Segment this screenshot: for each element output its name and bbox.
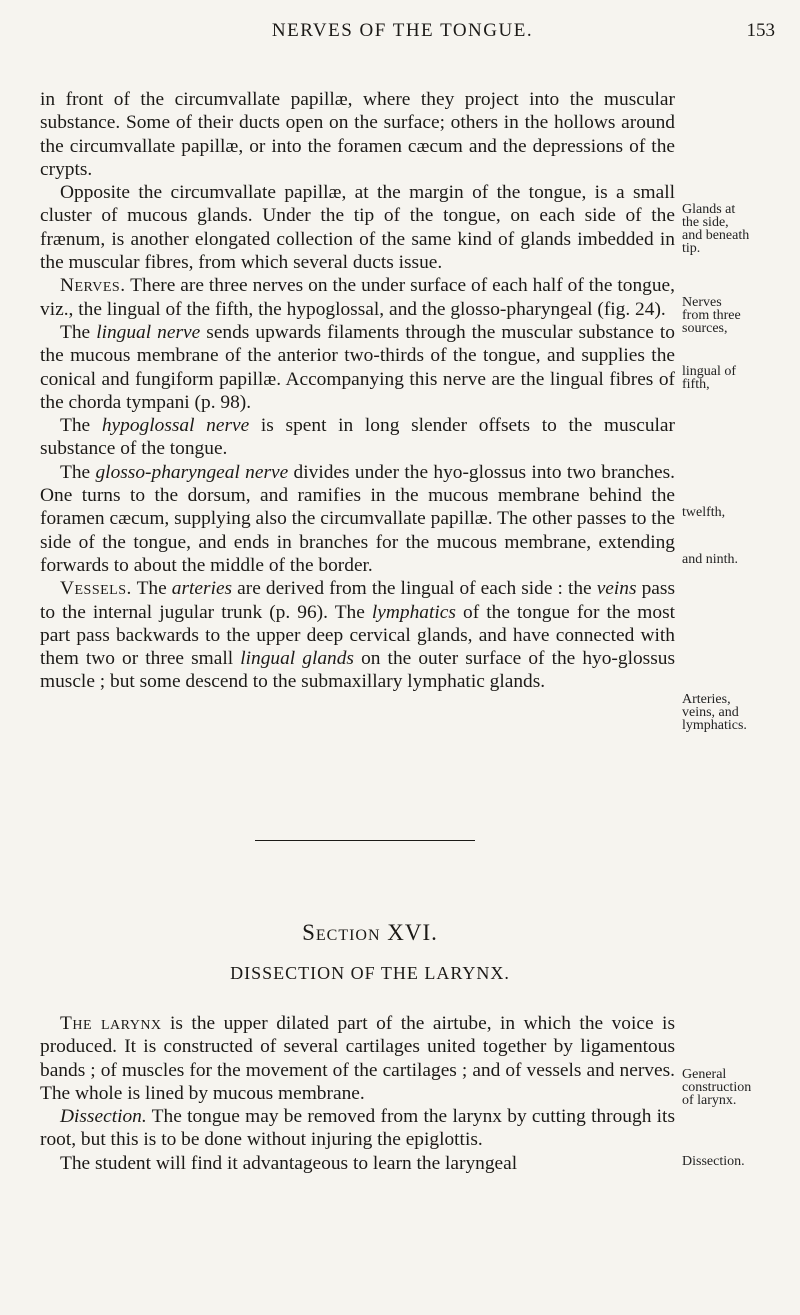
margin-line: Glands at <box>682 202 736 217</box>
term-veins: veins <box>596 578 637 600</box>
section-subtitle: DISSECTION OF THE LARYNX. <box>230 963 510 983</box>
margin-line: veins, and <box>682 705 739 720</box>
margin-note-ninth <box>682 553 792 566</box>
text-run: of the tongue for the most part pass backwards to the upper deep cervical glands, and have connected with them two or three small <box>40 601 675 670</box>
term-lymphatics: lymphatics <box>371 601 456 623</box>
text-run: pass to the internal jugular trunk (p. 96). The <box>40 578 675 623</box>
term-lingual-nerve: lingual nerve <box>96 321 201 343</box>
paragraph-larynx <box>40 1012 675 1105</box>
margin-line: and ninth. <box>682 552 738 567</box>
margin-line: of larynx. <box>682 1093 737 1108</box>
margin-note-nerves <box>682 296 792 335</box>
text-run: The <box>131 578 172 600</box>
margin-line: Arteries, <box>682 692 731 707</box>
section-title: Section XVI. <box>302 920 438 945</box>
margin-line: from three <box>682 308 741 323</box>
text-run: The tongue may be removed from the larynx by cutting through its root, but this is to be done without injuring the epiglottis. <box>40 1106 675 1151</box>
margin-note-glands <box>682 203 792 255</box>
paragraph-vessels <box>40 577 675 693</box>
margin-line: General <box>682 1067 727 1082</box>
paragraph-dissection <box>40 1105 675 1152</box>
margin-line: tip. <box>682 241 701 256</box>
text-run: on the outer surface of the hyo-glossus muscle ; but some descend to the submaxillary lymphatic glands. <box>40 648 676 693</box>
margin-note-larynx <box>682 1068 792 1107</box>
larynx-heading: The larynx <box>60 1013 162 1034</box>
paragraph-lingual-nerve <box>40 321 675 414</box>
page-header <box>30 18 775 48</box>
text-run: is the upper dilated part of the airtube, in which the voice is produced. It is constructed of several cartilages united together by ligamentous bands ; of muscles for the movement of the cartilages ; and of vessels and nerves. The whole is lined by mucous membrane. <box>40 1013 675 1104</box>
vessels-heading: Vessels. <box>60 578 132 600</box>
term-glosso-pharyngeal-nerve: glosso-pharyngeal nerve <box>95 461 289 483</box>
text-run: are derived from the lingual of each side : the <box>232 578 597 600</box>
text-run: is spent in long slender offsets to the muscular substance of the tongue. <box>40 415 675 460</box>
section-divider <box>255 840 475 841</box>
margin-line: lingual of <box>682 364 737 379</box>
main-text <box>40 88 675 694</box>
text-run: The <box>60 461 96 483</box>
text-run: The <box>60 415 102 437</box>
paragraph-nerves <box>40 274 675 321</box>
nerves-text: There are three nerves on the under surface of each half of the tongue, viz., the lingual of the fifth, the hypoglossal, and the glosso-pharyngeal (fig. 24). <box>40 275 675 320</box>
page-number: 153 <box>746 20 775 41</box>
margin-line: construction <box>682 1080 752 1095</box>
margin-line: Nerves <box>682 295 722 310</box>
term-hypoglossal-nerve: hypoglossal nerve <box>101 415 250 437</box>
section-text <box>40 1012 675 1175</box>
paragraph-student: The student will find it advantageous to learn the laryngeal <box>60 1152 518 1174</box>
margin-line: the side, <box>682 215 729 230</box>
term-arteries: arteries <box>171 578 233 600</box>
margin-note-dissection <box>682 1155 792 1168</box>
paragraph-glands-side: Opposite the circumvallate papillæ, at the margin of the tongue, is a small cluster of mucous glands. Under the tip of the tongue, on each side of the frænum, is another elongated collection of the same kind of glands imbedded in the muscular fibres, from which several ducts issue. <box>40 182 675 274</box>
text-run: The <box>60 321 97 343</box>
margin-line: Dissection. <box>682 1154 745 1169</box>
term-lingual-glands: lingual glands <box>240 648 354 670</box>
margin-note-lingual <box>682 365 792 391</box>
margin-line: sources, <box>682 321 728 336</box>
margin-line: fifth, <box>682 377 710 392</box>
paragraph-glands-continued: in front of the circumvallate papillæ, where they project into the muscular substance. Some of their ducts open on the surface; others in the hollows around the circumvallate papillæ, or into the foramen cæcum and the depressions of the crypts. <box>40 89 675 180</box>
text-run: sends upwards filaments through the muscular substance to the mucous membrane of the anterior two-thirds of the tongue, and supplies the conical and fungiform papillæ. Accompanying this nerve are the lingual fibres of the chorda tympani (p. 98). <box>40 321 676 413</box>
paragraph-hypoglossal-nerve <box>40 414 675 461</box>
running-head: NERVES OF THE TONGUE. <box>271 20 534 41</box>
margin-line: lymphatics. <box>682 718 747 733</box>
dissection-heading: Dissection. <box>60 1106 147 1128</box>
text-run: divides under the hyo-glossus into two branches. One turns to the dorsum, and ramifies in the mucous membrane behind the foramen cæcum, supplying also the circumvallate papillæ. The other passes to the side of the tongue, and ends in branches for the mucous membrane, extending forwards to about the middle of the border. <box>40 461 676 576</box>
paragraph-glosso-pharyngeal <box>40 461 675 577</box>
margin-line: and beneath <box>682 228 750 243</box>
nerves-heading: Nerves. <box>60 275 126 297</box>
margin-note-twelfth <box>682 506 792 519</box>
margin-line: twelfth, <box>682 505 726 520</box>
margin-note-vessels <box>682 693 792 732</box>
